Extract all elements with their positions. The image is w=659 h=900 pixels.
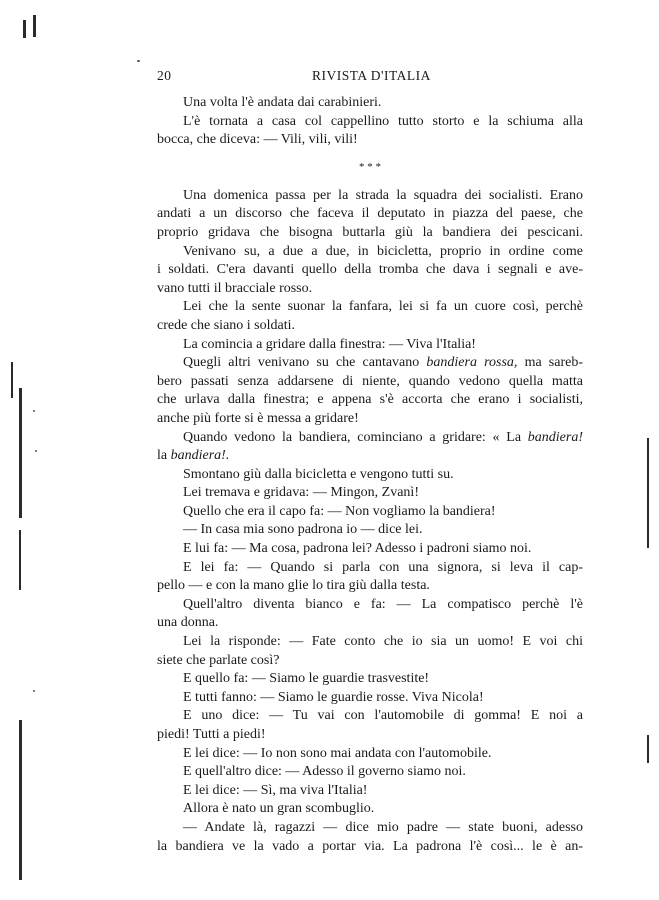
text-line: bocca, che diceva: — Vili, vili, vili! — [157, 132, 358, 148]
text-line: E quell'altro dice: — Adesso il governo siamo noi. — [183, 764, 466, 780]
text-line: La comincia a gridare dalla finestra: — Viva l'Italia! — [183, 336, 476, 352]
text-line: crede che siano i soldati. — [157, 317, 296, 333]
text-line: Una volta l'è andata dai carabinieri. — [183, 95, 382, 110]
text-line: piedi! Tutti a piedi! — [157, 727, 266, 742]
text-line: Lei la risponde: — Fate conto che io sia un uomo! E voi chi — [183, 634, 583, 650]
page-number: 20 — [157, 68, 172, 83]
scan-speck — [137, 60, 140, 62]
text-line: andati a un discorso che faceva il deputato in piazza del paese, che — [157, 206, 583, 222]
body-text — [157, 94, 583, 856]
text-line: E lei dice: — Io non sono mai andata con l'automobile. — [183, 745, 492, 761]
text-line: Lei tremava e gridava: — Mingon, Zvanì! — [183, 485, 419, 501]
scan-edge-mark — [647, 735, 649, 763]
text-line: siete che parlate così? — [157, 652, 280, 668]
text-line: Quello che era il capo fa: — Non vogliamo la bandiera! — [183, 503, 496, 519]
text-line: E uno dice: — Tu vai con l'automobile di gomma! E noi a — [183, 708, 583, 724]
text-line — [157, 447, 583, 466]
section-break-asterism: * * * — [359, 160, 381, 173]
scan-edge-mark — [19, 720, 22, 880]
text-segment: ma sareb- — [524, 355, 583, 371]
scan-edge-mark — [19, 388, 22, 518]
text-line: anche più forte si è messa a gridare! — [157, 410, 359, 426]
text-line: che urlava dalla finestra; e appena s'è accorta che erano i socialisti, — [157, 392, 583, 408]
text-line: una donna. — [157, 615, 219, 631]
text-line: bero passati senza addarsene di niente, quando vedono quella matta — [157, 373, 583, 389]
text-segment: la — [157, 448, 168, 464]
italic-text: bandiera rossa, — [426, 355, 518, 371]
running-title: RIVISTA D'ITALIA — [312, 68, 431, 83]
scan-edge-mark — [23, 20, 26, 38]
scan-edge-mark — [33, 15, 36, 37]
text-line: pello — e con la mano glie lo tira giù dalla testa. — [157, 578, 430, 594]
text-line: Una domenica passa per la strada la squadra dei socialisti. Erano — [183, 187, 583, 203]
text-line: Lei che la sente suonar la fanfara, lei si fa un cuore così, perchè — [183, 299, 583, 315]
scan-edge-mark — [647, 438, 649, 548]
scan-speck — [35, 450, 37, 452]
text-line: Allora è nato un gran scombuglio. — [183, 801, 375, 817]
text-line: Venivano su, a due a due, in bicicletta, proprio in ordine come — [183, 243, 583, 259]
text-line: E tutti fanno: — Siamo le guardie rosse. Viva Nicola! — [183, 689, 484, 705]
text-line: Smontano giù dalla bicicletta e vengono tutti su. — [183, 466, 454, 482]
text-line: — In casa mia sono padrona io — dice lei. — [183, 522, 423, 538]
text-line: vano tutti il bracciale rosso. — [157, 280, 313, 296]
page-header — [157, 68, 577, 84]
text-line: E lei dice: — Sì, ma viva l'Italia! — [183, 782, 368, 798]
text-segment: Quegli altri venivano su che cantavano — [183, 355, 420, 371]
text-line: E lei fa: — Quando si parla con una signora, si leva il cap- — [183, 559, 583, 575]
text-line: Quell'altro diventa bianco e fa: — La compatisco perchè l'è — [183, 596, 583, 612]
scan-edge-mark — [11, 362, 13, 398]
text-line — [157, 429, 583, 448]
text-line — [157, 354, 583, 373]
italic-text: bandiera!. — [170, 448, 230, 464]
text-line: la bandiera ve la vado a portar via. La padrona l'è così... le è an- — [157, 838, 583, 854]
text-line: L'è tornata a casa col cappellino tutto storto e la schiuma alla — [183, 113, 583, 129]
text-line: E quello fa: — Siamo le guardie trasvestite! — [183, 671, 430, 687]
text-line: E lui fa: — Ma cosa, padrona lei? Adesso i padroni siamo noi. — [183, 541, 532, 557]
text-segment: Quando vedono la bandiera, cominciano a gridare: « La — [183, 429, 522, 445]
scan-speck — [33, 410, 35, 412]
italic-text: bandiera! — [527, 429, 583, 445]
text-line: — Andate là, ragazzi — dice mio padre — state buoni, adesso — [183, 819, 583, 835]
scan-speck — [33, 690, 35, 692]
text-line: proprio gridava che bisogna buttarla giù la bandiera dei pescicani. — [157, 224, 583, 240]
text-line: i soldati. C'era davanti quello della tromba che dava i segnali e ave- — [157, 262, 583, 278]
scan-edge-mark — [19, 530, 21, 590]
